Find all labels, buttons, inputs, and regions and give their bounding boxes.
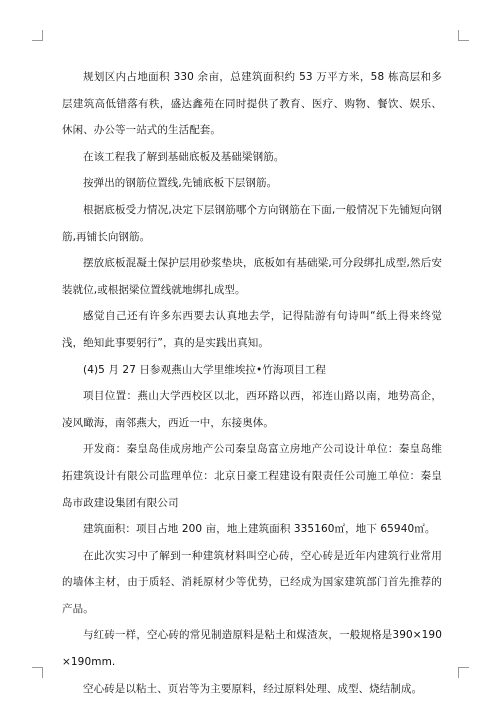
paragraph-reflection: 感觉自己还有许多东西要去认真地去学，记得陆游有句诗叫“纸上得来终觉浅，绝知此事要躬行”，真的是实践出真知。 bbox=[62, 310, 442, 349]
document-body bbox=[62, 64, 442, 702]
paragraph-hollow-brick: 在此次实习中了解到一种建筑材料叫空心砖，空心砖是近年内建筑行业常用的墙体主材，由于质轻、消耗原材少等优势，已经成为国家建筑部门首先推荐的产品。 bbox=[62, 549, 442, 615]
paragraph-lay-bottom-rebar: 按弹出的钢筋位置线,先铺底板下层钢筋。 bbox=[83, 177, 278, 190]
paragraph-developers: 开发商：秦皇岛佳成房地产公司秦皇岛富立房地产公司设计单位：秦皇岛维拓建筑设计有限公司监理单位：北京日豪工程建设有限责任公司施工单位：秦皇岛市政建设集团有限公司 bbox=[62, 443, 442, 509]
crop-mark-bottom-left bbox=[32, 667, 43, 678]
paragraph-project-overview: 规划区内占地面积 330 余亩，总建筑面积约 53 万平方米，58 栋高层和多层建筑高低错落有秩，盛达鑫苑在同时提供了教育、医疗、购物、餐饮、娱乐、休闲、办公等一站式的生活配套。 bbox=[62, 71, 442, 137]
paragraph-foundation-rebar: 在该工程我了解到基础底板及基础梁钢筋。 bbox=[83, 150, 285, 163]
paragraph-project-location: 项目位置：燕山大学西校区以北，西环路以西，祁连山路以南，地势高企，凌风瞰海，南邻燕大，西近一中，东接奥体。 bbox=[62, 390, 442, 429]
paragraph-brick-process: 空心砖是以粘土、页岩等为主要原料，经过原料处理、成型、烧结制成。 bbox=[83, 682, 423, 695]
crop-mark-top-right bbox=[458, 30, 469, 41]
paragraph-building-area: 建筑面积：项目占地 200 亩，地上建筑面积 335160㎡，地下 65940㎡。 bbox=[83, 523, 436, 536]
paragraph-mortar-blocks: 摆放底板混凝土保护层用砂浆垫块，底板如有基础梁,可分段绑扎成型,然后安装就位,或根据梁位置线就地绑扎成型。 bbox=[62, 257, 442, 296]
paragraph-brick-materials: 与红砖一样，空心砖的常见制造原料是粘土和煤渣灰，一般规格是390×190×190mm. bbox=[62, 629, 442, 669]
section-heading-visit: (4)5 月 27 日参观燕山大学里维埃拉•竹海项目工程 bbox=[83, 363, 326, 376]
paragraph-rebar-direction: 根据底板受力情况,决定下层钢筋哪个方向钢筋在下面,一般情况下先铺短向钢筋,再铺长向钢筋。 bbox=[62, 203, 442, 243]
crop-mark-top-left bbox=[32, 30, 43, 41]
crop-mark-bottom-right bbox=[458, 667, 469, 678]
